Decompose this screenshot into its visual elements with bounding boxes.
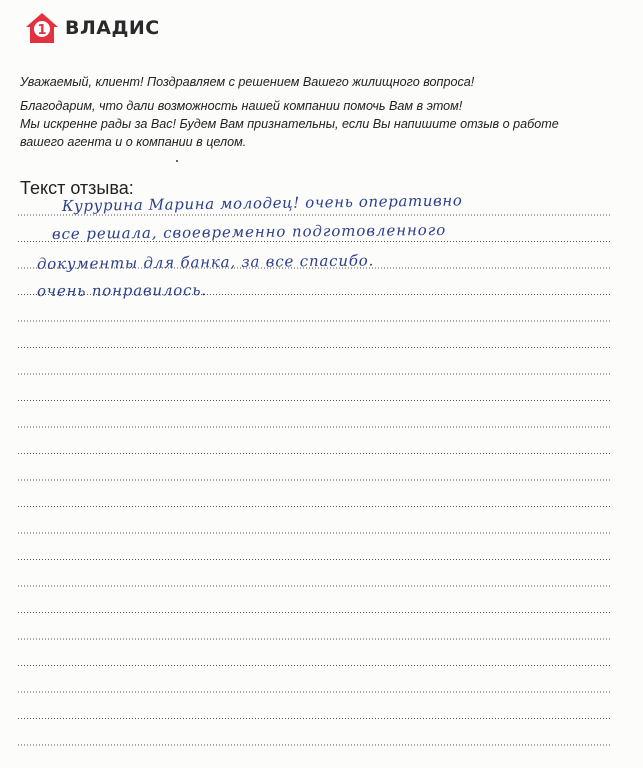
handwritten-line: документы для банка, за все спасибо. xyxy=(36,251,375,273)
handwritten-line: все решала, своевременно подготовленного xyxy=(51,220,447,243)
logo-number: 1 xyxy=(37,23,47,38)
thanks-line-1: Благодарим, что дали возможность нашей компании помочь Вам в этом! xyxy=(20,99,463,113)
thanks-line-2: Мы искренне рады за Вас! Будем Вам признательны, если Вы напишите отзыв о работе xyxy=(20,117,559,131)
handwritten-line: Курурина Марина молодец! очень оперативно xyxy=(61,191,463,215)
thanks-line-3: вашего агента и о компании в целом. xyxy=(20,135,247,149)
handwritten-line: очень понравилось. xyxy=(36,281,207,300)
brand-name: ВЛАДИС xyxy=(65,17,160,39)
review-heading: Текст отзыва: xyxy=(20,178,134,198)
greeting: Уважаемый, клиент! Поздравляем с решением Вашего жилищного вопроса! xyxy=(20,75,475,89)
